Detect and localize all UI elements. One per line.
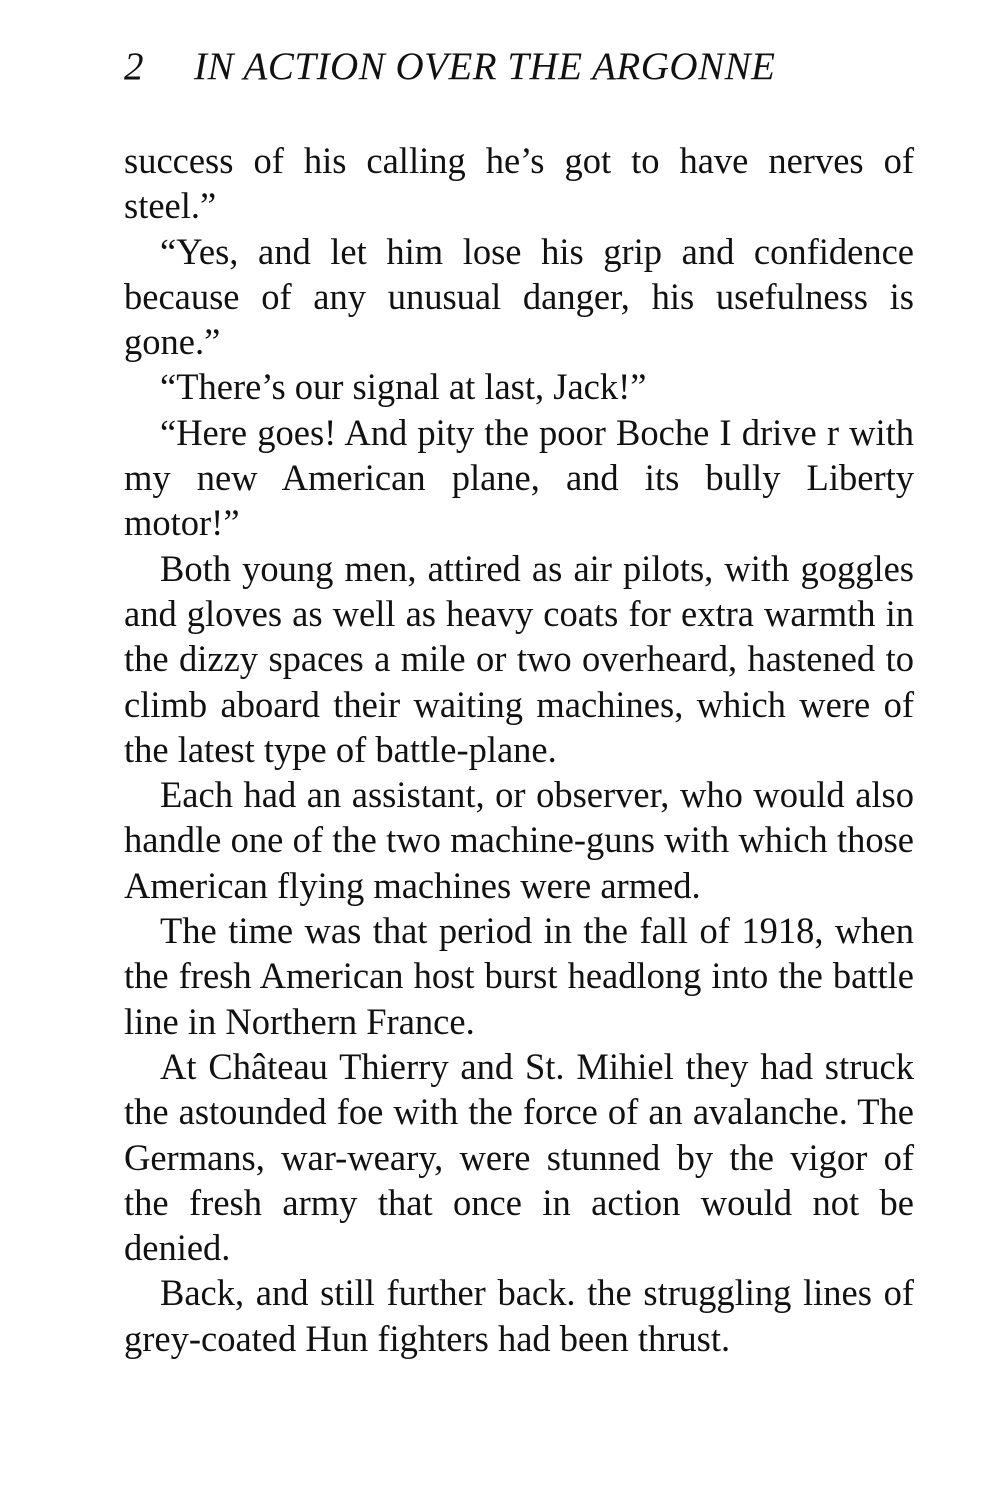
paragraph-2: “Yes, and let him lose his grip and confidence because of any unusual danger, his usefulness is gone.” [124, 230, 914, 363]
paragraph-4: “Here goes! And pity the poor Boche I drive r with my new American plane, and its bully Liberty motor!” [124, 411, 914, 544]
paragraph-3: “There’s our signal at last, Jack!” [160, 366, 647, 408]
paragraph-7: The time was that period in the fall of 1918, when the fresh American host burst headlong into the battle line in Northern France. [124, 910, 914, 1042]
paragraph-6: Each had an assistant, or observer, who would also handle one of the two machine-guns with which those American flying machines were armed. [124, 774, 914, 906]
body-text [124, 138, 914, 1361]
running-head [124, 42, 914, 92]
page-number: 2 [124, 45, 144, 88]
paragraph-5: Both young men, attired as air pilots, with goggles and gloves as well as heavy coats for extra warmth in the dizzy spaces a mile or two overheard, hastened to climb aboard their waiting machines, which were of the latest type of battle-plane. [124, 547, 914, 770]
paragraph-1: success of his calling he’s got to have nerves of steel.” [124, 140, 914, 227]
running-title: IN ACTION OVER THE ARGONNE [194, 45, 776, 88]
paragraph-9: Back, and still further back. the struggling lines of grey-coated Hun fighters had been thrust. [124, 1272, 914, 1359]
paragraph-8: At Château Thierry and St. Mihiel they had struck the astounded foe with the force of an avalanche. The Germans, war-weary, were stunned by the vigor of the fresh army that once in action would not be denied. [124, 1045, 914, 1269]
